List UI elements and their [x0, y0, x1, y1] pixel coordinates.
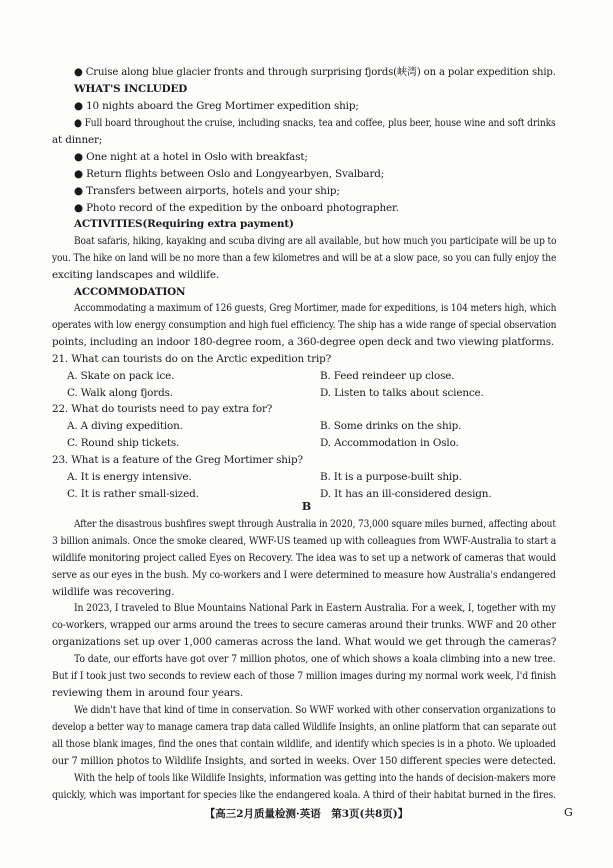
version-mark: G	[564, 806, 573, 819]
passage-b-line: To date, our efforts have got over 7 million photos, one of which shows a koala climbing into a new tree.	[74, 653, 556, 665]
passage-b-line: co-workers, wrapped our arms around the trees to secure cameras around their trunks. WWF and 20 other	[52, 619, 556, 631]
activities-line: Boat safaris, hiking, kayaking and scuba diving are all available, but how much you participate will be up to	[74, 235, 557, 247]
question-23-option-d: D. It has an ill-considered design.	[320, 488, 492, 500]
included-item: ● Full board throughout the cruise, including snacks, tea and coffee, plus beer, house wine and soft drinks	[74, 117, 556, 129]
question-21-option-a: A. Skate on pack ice.	[67, 370, 175, 382]
passage-b-line: quickly, which was important for species like the endangered koala. A third of their habitat burned in the fires.	[52, 789, 556, 801]
question-22-option-a: A. A diving expedition.	[67, 420, 183, 432]
question-23-option-a: A. It is energy intensive.	[67, 471, 192, 483]
accommodation-line: points, including an indoor 180-degree room, a 360-degree open deck and two viewing platforms.	[52, 336, 555, 348]
question-21-option-b: B. Feed reindeer up close.	[320, 370, 455, 382]
passage-b-line: organizations set up over 1,000 cameras across the land. What would we get through the cameras?	[52, 636, 557, 648]
passage-b-line: We didn't have that kind of time in conservation. So WWF worked with other conservation organizations to	[74, 704, 556, 716]
included-item: ● Photo record of the expedition by the onboard photographer.	[74, 202, 399, 214]
included-item: ● One night at a hotel in Oslo with breakfast;	[74, 151, 308, 163]
question-23-option-c: C. It is rather small-sized.	[67, 488, 199, 500]
question-22-option-b: B. Some drinks on the ship.	[320, 420, 462, 432]
included-item: ● Transfers between airports, hotels and your ship;	[74, 185, 340, 197]
passage-b-line: 3 billion animals. Once the smoke cleared, WWF-US teamed up with colleagues from WWF-Australia to start a	[52, 535, 557, 547]
activities-line: you. The hike on land will be no more than a few kilometres and will be at a slow pace, so you can fully enjoy the	[52, 252, 557, 264]
question-22-option-d: D. Accommodation in Oslo.	[320, 437, 459, 449]
passage-b-line: wildlife was recovering.	[52, 586, 175, 598]
passage-b-line: serve as our eyes in the bush. My co-workers and I were determined to measure how Australia's endangered	[52, 569, 556, 581]
heading-accommodation: ACCOMMODATION	[74, 286, 186, 298]
passage-b-line: our 7 million photos to Wildlife Insights, and sorted in weeks. Over 150 different species were detected.	[52, 755, 557, 767]
question-23-option-b: B. It is a purpose-built ship.	[320, 471, 462, 483]
passage-b-line: In 2023, I traveled to Blue Mountains National Park in Eastern Australia. For a week, I, together with my	[74, 602, 556, 614]
passage-b-line: develop a better way to manage camera trap data called Wildlife Insights, an online platform that can separate out	[52, 721, 557, 733]
passage-b-line: all those blank images, find the ones that contain wildlife, and identify which species is in a photo. We uploaded	[52, 738, 556, 750]
passage-b-line: With the help of tools like Wildlife Insights, information was getting into the hands of decision-makers more	[74, 772, 556, 784]
section-b-label: B	[301, 500, 312, 513]
passage-b-line: wildlife monitoring project called Eyes on Recovery. The idea was to set up a network of cameras that would	[52, 552, 557, 564]
included-item-continued: at dinner;	[52, 134, 103, 146]
activities-line: exciting landscapes and wildlife.	[52, 269, 219, 281]
heading-whats-included: WHAT'S INCLUDED	[74, 83, 188, 95]
passage-b-line: After the disastrous bushfires swept through Australia in 2020, 73,000 square miles burned, affecting about	[74, 518, 556, 530]
question-21-option-c: C. Walk along fjords.	[67, 387, 173, 399]
question-21-stem: 21. What can tourists do on the Arctic expedition trip?	[52, 353, 332, 365]
included-item: ● Return flights between Oslo and Longyearbyen, Svalbard;	[74, 168, 385, 180]
passage-b-line: But if I took just two seconds to review each of those 7 million images during my normal work week, I'd finish	[52, 670, 557, 682]
accommodation-line: operates with low energy consumption and high fuel efficiency. The ship has a wide range of special observation	[52, 319, 557, 331]
accommodation-line: Accommodating a maximum of 126 guests, Greg Mortimer, made for expeditions, is 104 meters high, which	[74, 302, 557, 314]
page-footer: 【高三2月质量检测·英语 第3页(共8页)】	[204, 808, 409, 820]
included-item: ● 10 nights aboard the Greg Mortimer expedition ship;	[74, 100, 359, 112]
heading-activities: ACTIVITIES(Requiring extra payment)	[74, 218, 294, 230]
question-22-option-c: C. Round ship tickets.	[67, 437, 180, 449]
passage-b-line: reviewing them in around four years.	[52, 687, 244, 699]
question-22-stem: 22. What do tourists need to pay extra for?	[52, 403, 273, 415]
question-21-option-d: D. Listen to talks about science.	[320, 387, 484, 399]
question-23-stem: 23. What is a feature of the Greg Mortimer ship?	[52, 454, 303, 466]
bullet-cruise: ● Cruise along blue glacier fronts and through surprising fjords(峡湾) on a polar expedition ship.	[74, 66, 556, 78]
